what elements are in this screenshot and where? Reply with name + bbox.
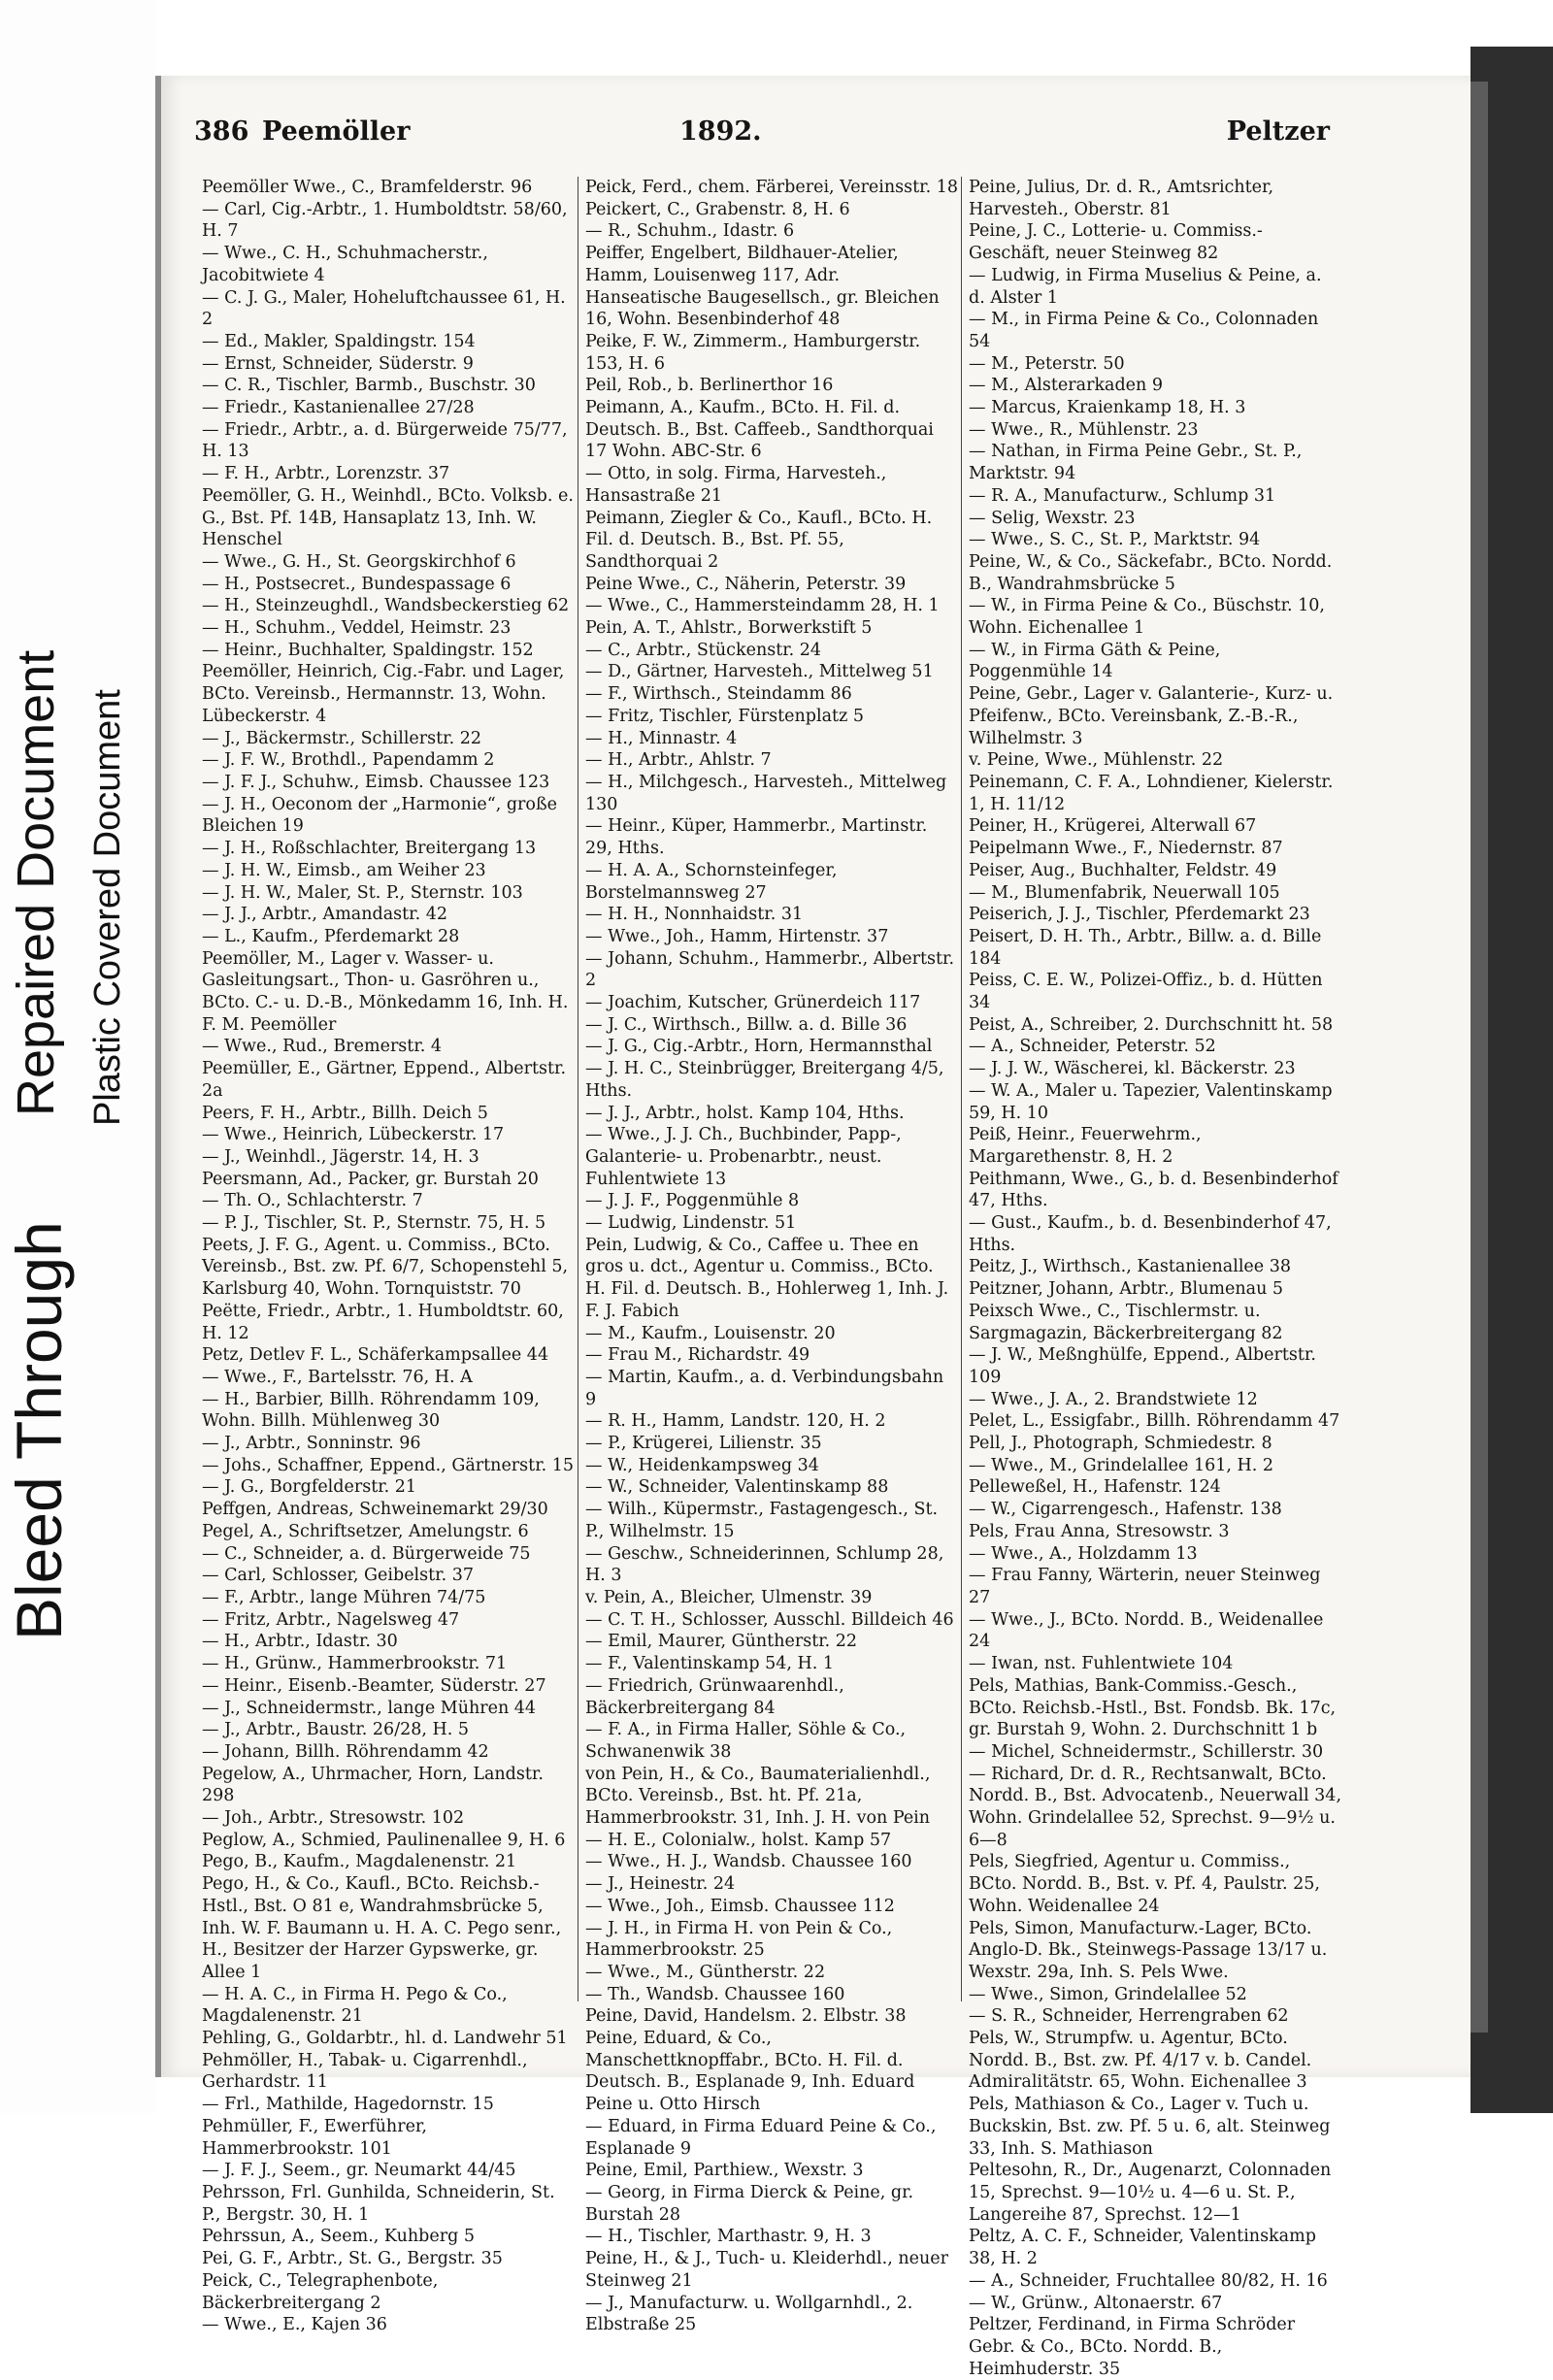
- directory-entry: — C., Arbtr., Stückenstr. 24: [585, 640, 822, 660]
- directory-entry: — J. G., Cig.-Arbtr., Horn, Hermannsthal: [585, 1037, 933, 1057]
- header-year: 1892.: [679, 116, 762, 147]
- directory-entry: — A., Schneider, Fruchtallee 80/82, H. 16: [969, 2270, 1328, 2291]
- directory-entry: — Wwe., J. A., 2. Brandstwiete 12: [969, 1389, 1258, 1409]
- directory-entry: Peltz, A. C. F., Schneider, Valentinskamp 38, H. 2: [969, 2227, 1316, 2269]
- directory-entry: Peike, F. W., Zimmerm., Hamburgerstr. 153, H. 6: [585, 331, 921, 374]
- directory-entry: — S. R., Schneider, Herrengraben 62: [969, 2006, 1289, 2027]
- directory-entry: — Geschw., Schneiderinnen, Schlump 28, H. 3: [585, 1543, 944, 1586]
- directory-entry: — A., Schneider, Peterstr. 52: [969, 1037, 1216, 1057]
- directory-entry: — J., Weinhdl., Jägerstr. 14, H. 3: [202, 1146, 479, 1167]
- directory-entry: — H. H., Nonnhaidstr. 31: [585, 905, 804, 925]
- directory-entry: — Wwe., R., Mühlenstr. 23: [969, 419, 1199, 440]
- directory-entry: — H., Tischler, Marthastr. 9, H. 3: [585, 2227, 872, 2247]
- directory-entry: Peine, Julius, Dr. d. R., Amtsrichter, Harvesteh., Oberstr. 81: [969, 178, 1274, 219]
- directory-entry: — Marcus, Kraienkamp 18, H. 3: [969, 398, 1246, 418]
- directory-entry: Peitz, J., Wirthsch., Kastanienallee 38: [969, 1257, 1291, 1277]
- directory-entry: — Wwe., Joh., Hamm, Hirtenstr. 37: [585, 926, 889, 946]
- directory-entry: — J. H. C., Steinbrügger, Breitergang 4/5, Hths.: [585, 1059, 944, 1101]
- directory-entry: Peimann, A., Kaufm., BCto. H. Fil. d. Deutsch. B., Bst. Caffeeb., Sandthorquai 17 Wohn. ABC-Str. 6: [585, 398, 934, 462]
- directory-entry: — F., Arbtr., lange Mühren 74/75: [202, 1588, 486, 1607]
- directory-entry: — J. H., Roßschlachter, Breitergang 13: [202, 839, 537, 859]
- directory-entry: — Wwe., Joh., Eimsb. Chaussee 112: [585, 1896, 895, 1916]
- directory-entry: Peersmann, Ad., Packer, gr. Burstah 20: [202, 1169, 539, 1189]
- directory-entry: — Wwe., Heinrich, Lübeckerstr. 17: [202, 1125, 505, 1145]
- directory-entry: Pelleweßel, H., Hafenstr. 124: [969, 1477, 1221, 1498]
- edge-band: [1470, 82, 1488, 2033]
- directory-entry: — Heinr., Eisenb.-Beamter, Süderstr. 27: [202, 1675, 546, 1696]
- directory-entry: — J., Manufacturw. u. Wollgarnhdl., 2. Elbstraße 25: [585, 2293, 913, 2335]
- directory-entry: — R. H., Hamm, Landstr. 120, H. 2: [585, 1411, 886, 1432]
- entry-list-1: [194, 177, 575, 2336]
- directory-entry: Peiser, Aug., Buchhalter, Feldstr. 49: [969, 860, 1277, 880]
- directory-entry: Pehmöller, H., Tabak- u. Cigarrenhdl., Gerhardstr. 11: [202, 2050, 528, 2093]
- directory-entry: — Iwan, nst. Fuhlentwiete 104: [969, 1654, 1234, 1674]
- entry-list-2: [578, 177, 958, 2336]
- directory-entry: Pehrsson, Frl. Gunhilda, Schneiderin, St. P., Bergstr. 30, H. 1: [202, 2182, 555, 2225]
- directory-entry: — W., Cigarrengesch., Hafenstr. 138: [969, 1500, 1282, 1520]
- directory-entry: — Martin, Kaufm., a. d. Verbindungsbahn 9: [585, 1367, 944, 1409]
- directory-entry: — Wwe., H. J., Wandsb. Chaussee 160: [585, 1852, 912, 1872]
- directory-entry: Peets, J. F. G., Agent. u. Commiss., BCto. Vereinsb., Bst. zw. Pf. 6/7, Schopenstehl 5, Karlsburg 40, Wohn. Tornquiststr. 70: [202, 1235, 569, 1300]
- directory-entry: Pels, Simon, Manufacturw.-Lager, BCto. Anglo-D. Bk., Steinwegs-Passage 13/17 u. Wexstr. 29a, Inh. S. Pels Wwe.: [969, 1918, 1328, 1982]
- directory-entry: — J. G., Borgfelderstr. 21: [202, 1477, 417, 1498]
- directory-entry: Peine, W., & Co., Säckefabr., BCto. Nordd. B., Wandrahmsbrücke 5: [969, 551, 1333, 594]
- directory-entry: — H., Schuhm., Veddel, Heimstr. 23: [202, 618, 512, 639]
- directory-entry: Pegelow, A., Uhrmacher, Horn, Landstr. 298: [202, 1764, 544, 1806]
- directory-entry: Pehling, G., Goldarbtr., hl. d. Landwehr 51: [202, 2029, 568, 2049]
- directory-entry: Peine, Eduard, & Co., Manschettknopffabr., BCto. H. Fil. d. Deutsch. B., Esplanade 9, Inh. Eduard Peine u. Otto Hirsch: [585, 2029, 915, 2115]
- directory-entry: Peemöller, M., Lager v. Wasser- u. Gasleitungsart., Thon- u. Gasröhren u., BCto. C.- u. D.-B., Mönkedamm 16, Inh. H. F. M. Peemöller: [202, 948, 569, 1035]
- column-1: [194, 177, 575, 2335]
- directory-entry: — Wwe., J., BCto. Nordd. B., Weidenallee 24: [969, 1609, 1324, 1652]
- directory-entry: Peine Wwe., C., Näherin, Peterstr. 39: [585, 574, 907, 594]
- directory-entry: Peimann, Ziegler & Co., Kaufl., BCto. H. Fil. d. Deutsch. B., Bst. Pf. 55, Sandthorquai 2: [585, 508, 933, 572]
- directory-entry: Pegel, A., Schriftsetzer, Amelungstr. 6: [202, 1521, 529, 1541]
- directory-entry: — H., Steinzeughdl., Wandsbeckerstieg 62: [202, 596, 570, 616]
- directory-entry: Pell, J., Photograph, Schmiedestr. 8: [969, 1434, 1272, 1454]
- directory-entry: Peipelmann Wwe., F., Niedernstr. 87: [969, 839, 1283, 859]
- directory-entry: — Nathan, in Firma Peine Gebr., St. P., Marktstr. 94: [969, 442, 1303, 484]
- directory-entry: Peil, Rob., b. Berlinerthor 16: [585, 376, 834, 396]
- directory-entry: — R., Schuhm., Idastr. 6: [585, 221, 795, 242]
- directory-entry: — Th., Wandsb. Chaussee 160: [585, 1984, 845, 2004]
- directory-entry: Peiserich, J. J., Tischler, Pferdemarkt 23: [969, 905, 1310, 925]
- directory-entry: — W., Heidenkampsweg 34: [585, 1455, 819, 1475]
- directory-entry: — H., Arbtr., Ahlstr. 7: [585, 750, 772, 771]
- directory-entry: — Wwe., M., Grindelallee 161, H. 2: [969, 1455, 1274, 1475]
- directory-entry: Pein, Ludwig, & Co., Caffee u. Thee en gros u. dct., Agentur u. Commiss., BCto. H. Fil. d. Deutsch. B., Hohlerweg 1, Inh. J. F. J. Fabich: [585, 1235, 949, 1321]
- directory-entry: — Carl, Schlosser, Geibelstr. 37: [202, 1566, 474, 1586]
- directory-entry: Peemöller, G. H., Weinhdl., BCto. Volksb. e. G., Bst. Pf. 14B, Hansaplatz 13, Inh. W. Henschel: [202, 485, 574, 550]
- directory-entry: — Th. O., Schlachterstr. 7: [202, 1191, 423, 1211]
- directory-entry: Peemüller, E., Gärtner, Eppend., Albertstr. 2a: [202, 1059, 567, 1101]
- directory-entry: Peitzner, Johann, Arbtr., Blumenau 5: [969, 1279, 1284, 1300]
- directory-entry: — Johs., Schaffner, Eppend., Gärtnerstr. 15: [202, 1455, 575, 1475]
- directory-entry: — Wwe., G. H., St. Georgskirchhof 6: [202, 551, 516, 572]
- directory-entry: — Wwe., Simon, Grindelallee 52: [969, 1984, 1247, 2004]
- directory-entry: Peist, A., Schreiber, 2. Durchschnitt ht. 58: [969, 1014, 1334, 1035]
- directory-entry: Peemöller, Heinrich, Cig.-Fabr. und Lager, BCto. Vereinsb., Hermannstr. 13, Wohn. Lübeckerstr. 4: [202, 662, 565, 726]
- directory-entry: — M., Peterstr. 50: [969, 353, 1125, 374]
- directory-entry: Peickert, C., Grabenstr. 8, H. 6: [585, 199, 850, 219]
- directory-entry: — M., Blumenfabrik, Neuerwall 105: [969, 882, 1280, 903]
- directory-entry: Pego, B., Kaufm., Magdalenenstr. 21: [202, 1852, 517, 1872]
- directory-entry: Peine, J. C., Lotterie- u. Commiss.-Geschäft, neuer Steinweg 82: [969, 221, 1263, 264]
- directory-entry: Peëtte, Friedr., Arbtr., 1. Humboldtstr. 60, H. 12: [202, 1301, 564, 1343]
- directory-entry: — Frl., Mathilde, Hagedornstr. 15: [202, 2095, 494, 2115]
- directory-entry: v. Peine, Wwe., Mühlenstr. 22: [969, 750, 1224, 771]
- directory-entry: Peinemann, C. F. A., Lohndiener, Kielerstr. 1, H. 11/12: [969, 772, 1334, 814]
- directory-entry: — Eduard, in Firma Eduard Peine & Co., Esplanade 9: [585, 2116, 937, 2159]
- directory-entry: — Gust., Kaufm., b. d. Besenbinderhof 47, Hths.: [969, 1213, 1332, 1255]
- directory-entry: Pels, W., Strumpfw. u. Agentur, BCto. Nordd. B., Bst. zw. Pf. 4/17 v. b. Candel. Admiralitätstr. 65, Wohn. Eichenallee 3: [969, 2029, 1312, 2093]
- directory-entry: — Otto, in solg. Firma, Harvesteh., Hansastraße 21: [585, 464, 887, 506]
- directory-entry: — H., Milchgesch., Harvesteh., Mittelweg 130: [585, 772, 947, 814]
- directory-entry: — J. F. J., Schuhw., Eimsb. Chaussee 123: [202, 772, 550, 792]
- directory-entry: — M., in Firma Peine & Co., Colonnaden 54: [969, 310, 1319, 351]
- directory-entry: — C. R., Tischler, Barmb., Buschstr. 30: [202, 376, 536, 396]
- directory-entry: Petz, Detlev F. L., Schäferkampsallee 44: [202, 1345, 549, 1366]
- directory-entry: — W., in Firma Gäth & Peine, Poggenmühle 14: [969, 640, 1221, 682]
- directory-entry: — Wilh., Küpermstr., Fastagengesch., St. P., Wilhelmstr. 15: [585, 1500, 939, 1541]
- header-left-keyword: Peemöller: [262, 116, 411, 147]
- directory-entry: — J., Heinestr. 24: [585, 1874, 736, 1895]
- directory-entry: — Friedr., Arbtr., a. d. Bürgerweide 75/77, H. 13: [202, 419, 568, 462]
- directory-entry: — J., Schneidermstr., lange Mühren 44: [202, 1698, 537, 1718]
- directory-entry: — J., Arbtr., Baustr. 26/28, H. 5: [202, 1720, 470, 1740]
- directory-entry: — Carl, Cig.-Arbtr., 1. Humboldtstr. 58/60, H. 7: [202, 199, 568, 242]
- directory-entry: Peiß, Heinr., Feuerwehrm., Margarethenstr. 8, H. 2: [969, 1125, 1202, 1167]
- directory-entry: Pels, Siegfried, Agentur u. Commiss., BCto. Nordd. B., Bst. v. Pf. 4, Paulstr. 25, Wohn. Weidenallee 24: [969, 1852, 1320, 1916]
- directory-entry: Pels, Mathiason & Co., Lager v. Tuch u. Buckskin, Bst. zw. Pf. 5 u. 6, alt. Steinweg 33, Inh. S. Mathiason: [969, 2095, 1331, 2159]
- directory-entry: — Emil, Maurer, Güntherstr. 22: [585, 1632, 858, 1652]
- directory-entry: — W., in Firma Peine & Co., Büschstr. 10, Wohn. Eichenallee 1: [969, 596, 1325, 639]
- directory-entry: — Wwe., Rud., Bremerstr. 4: [202, 1037, 443, 1057]
- directory-entry: Peine, Gebr., Lager v. Galanterie-, Kurz- u. Pfeifenw., BCto. Vereinsbank, Z.-B.-R., Wilhelmstr. 3: [969, 684, 1334, 748]
- directory-entry: — J. H. W., Maler, St. P., Sternstr. 103: [202, 882, 523, 903]
- directory-entry: — Ed., Makler, Spaldingstr. 154: [202, 331, 476, 351]
- directory-entry: Peithmann, Wwe., G., b. d. Besenbinderhof 47, Hths.: [969, 1169, 1338, 1211]
- directory-entry: — H., Barbier, Billh. Röhrendamm 109, Wohn. Billh. Mühlenweg 30: [202, 1389, 540, 1432]
- header-right-keyword: Peltzer: [1226, 116, 1330, 147]
- directory-entry: — Johann, Billh. Röhrendamm 42: [202, 1741, 489, 1762]
- directory-entry: Peick, Ferd., chem. Färberei, Vereinsstr. 18: [585, 178, 958, 197]
- directory-entry: — Fritz, Tischler, Fürstenplatz 5: [585, 706, 864, 726]
- directory-entry: — H., Postsecret., Bundespassage 6: [202, 574, 512, 594]
- directory-entry: — J. J. W., Wäscherei, kl. Bäckerstr. 23: [969, 1059, 1296, 1079]
- directory-entry: — J. W., Meßnghülfe, Eppend., Albertstr. 109: [969, 1345, 1316, 1387]
- page-number: 386: [194, 116, 249, 147]
- column-3: [961, 177, 1342, 2379]
- directory-entry: — Frau Fanny, Wärterin, neuer Steinweg 27: [969, 1566, 1321, 1607]
- directory-entry: — J. H., in Firma H. von Pein & Co., Hammerbrookstr. 25: [585, 1918, 893, 1961]
- directory-entry: — Fritz, Arbtr., Nagelsweg 47: [202, 1609, 460, 1630]
- page-header: [194, 116, 1330, 165]
- directory-entry: Pelet, L., Essigfabr., Billh. Röhrendamm 47: [969, 1411, 1340, 1432]
- directory-entry: — C. T. H., Schlosser, Ausschl. Billdeich 46: [585, 1609, 954, 1630]
- directory-entry: — Johann, Schuhm., Hammerbr., Albertstr. 2: [585, 948, 955, 991]
- repaired-document-label: Repaired Document: [7, 649, 65, 1116]
- directory-entry: — Friedrich, Grünwaarenhdl., Bäckerbreitergang 84: [585, 1675, 844, 1718]
- directory-entry: Peisert, D. H. Th., Arbtr., Billw. a. d. Bille 184: [969, 926, 1322, 969]
- directory-entry: — Joh., Arbtr., Stresowstr. 102: [202, 1808, 465, 1829]
- directory-entry: — Wwe., C., Hammersteindamm 28, H. 1: [585, 596, 940, 616]
- directory-entry: — J. C., Wirthsch., Billw. a. d. Bille 36: [585, 1014, 908, 1035]
- directory-entry: — J. J. F., Poggenmühle 8: [585, 1191, 800, 1211]
- directory-entry: Peiss, C. E. W., Polizei-Offiz., b. d. Hütten 34: [969, 971, 1323, 1013]
- directory-entry: — Ludwig, Lindenstr. 51: [585, 1213, 797, 1234]
- directory-entry: Peers, F. H., Arbtr., Billh. Deich 5: [202, 1103, 488, 1123]
- directory-entry: — F. H., Arbtr., Lorenzstr. 37: [202, 464, 450, 484]
- directory-entry: — Wwe., S. C., St. P., Marktstr. 94: [969, 530, 1261, 550]
- directory-entry: Pehrssun, A., Seem., Kuhberg 5: [202, 2227, 475, 2247]
- directory-entry: Pei, G. F., Arbtr., St. G., Bergstr. 35: [202, 2249, 503, 2269]
- directory-entry: — R. A., Manufacturw., Schlump 31: [969, 485, 1276, 506]
- directory-entry: Peglow, A., Schmied, Paulinenallee 9, H. 6: [202, 1830, 566, 1850]
- directory-entry: — J. J., Arbtr., holst. Kamp 104, Hths.: [585, 1103, 905, 1123]
- directory-entry: Peine, David, Handelsm. 2. Elbstr. 38: [585, 2006, 907, 2027]
- entry-columns: [194, 177, 1359, 2379]
- directory-entry: — Wwe., C. H., Schuhmacherstr., Jacobitwiete 4: [202, 244, 488, 285]
- directory-entry: — Wwe., A., Holzdamm 13: [969, 1543, 1198, 1564]
- directory-entry: — J., Bäckermstr., Schillerstr. 22: [202, 728, 481, 748]
- directory-entry: Peick, C., Telegraphenbote, Bäckerbreitergang 2: [202, 2270, 439, 2313]
- directory-entry: — C., Schneider, a. d. Bürgerweide 75: [202, 1543, 531, 1564]
- entry-list-3: [961, 177, 1341, 2380]
- directory-entry: Pein, A. T., Ahlstr., Borwerkstift 5: [585, 618, 873, 639]
- bleed-through-label: Bleed Through: [3, 1221, 75, 1640]
- directory-entry: — H., Arbtr., Idastr. 30: [202, 1632, 398, 1652]
- directory-entry: — L., Kaufm., Pferdemarkt 28: [202, 926, 460, 946]
- directory-entry: — Ludwig, in Firma Muselius & Peine, a. d. Alster 1: [969, 265, 1322, 308]
- directory-entry: — P., Krügerei, Lilienstr. 35: [585, 1434, 822, 1454]
- directory-entry: Pels, Frau Anna, Stresowstr. 3: [969, 1521, 1230, 1541]
- directory-entry: Peltesohn, R., Dr., Augenarzt, Colonnaden 15, Sprechst. 9—10½ u. 4—6 u. St. P., Langereihe 87, Sprechst. 12—1: [969, 2161, 1332, 2225]
- directory-entry: — Wwe., J. J. Ch., Buchbinder, Papp-, Galanterie- u. Probenarbtr., neust. Fuhlentwiete 13: [585, 1125, 902, 1189]
- directory-entry: — Ernst, Schneider, Süderstr. 9: [202, 353, 474, 374]
- directory-entry: v. Pein, A., Bleicher, Ulmenstr. 39: [585, 1588, 873, 1607]
- directory-entry: — Wwe., F., Bartelsstr. 76, H. A: [202, 1367, 473, 1387]
- plastic-covered-label: Plastic Covered Document: [87, 689, 128, 1126]
- directory-entry: Peine, H., & J., Tuch- u. Kleiderhdl., neuer Steinweg 21: [585, 2249, 948, 2291]
- directory-entry: — H. A. A., Schornsteinfeger, Borstelmannsweg 27: [585, 860, 838, 903]
- directory-entry: — J., Arbtr., Sonninstr. 96: [202, 1434, 421, 1454]
- directory-entry: — J. H., Oeconom der „Harmonie“, große Bleichen 19: [202, 794, 557, 837]
- directory-entry: — Selig, Wexstr. 23: [969, 508, 1136, 528]
- directory-entry: — J. F. J., Seem., gr. Neumarkt 44/45: [202, 2161, 516, 2181]
- directory-entry: — C. J. G., Maler, Hoheluftchaussee 61, H. 2: [202, 287, 566, 330]
- directory-entry: — W., Grünw., Altonaerstr. 67: [969, 2293, 1223, 2313]
- directory-entry: Peine, Emil, Parthiew., Wexstr. 3: [585, 2161, 864, 2181]
- right-dark-edge: [1470, 47, 1553, 2113]
- directory-entry: — Joachim, Kutscher, Grünerdeich 117: [585, 993, 921, 1013]
- directory-entry: Pego, H., & Co., Kaufl., BCto. Reichsb.-Hstl., Bst. O 81 e, Wandrahmsbrücke 5, Inh. W. F. Baumann u. H. A. C. Pego senr., H., Besitzer der Harzer Gypswerke, gr. Allee 1: [202, 1874, 562, 1982]
- directory-entry: — H., Minnastr. 4: [585, 728, 738, 748]
- directory-entry: Peffgen, Andreas, Schweinemarkt 29/30: [202, 1500, 548, 1520]
- directory-entry: — Richard, Dr. d. R., Rechtsanwalt, BCto. Nordd. B., Bst. Advocatenb., Neuerwall 34, Wohn. Grindelallee 52, Sprechst. 9—9½ u. 6—8: [969, 1764, 1342, 1850]
- directory-entry: — D., Gärtner, Harvesteh., Mittelweg 51: [585, 662, 934, 682]
- directory-entry: — W. A., Maler u. Tapezier, Valentinskamp 59, H. 10: [969, 1080, 1333, 1123]
- directory-entry: — J. H. W., Eimsb., am Weiher 23: [202, 860, 486, 880]
- directory-entry: — F., Valentinskamp 54, H. 1: [585, 1654, 835, 1674]
- directory-entry: — Frau M., Richardstr. 49: [585, 1345, 810, 1366]
- directory-entry: — H. E., Colonialw., holst. Kamp 57: [585, 1830, 892, 1850]
- directory-entry: — Heinr., Küper, Hammerbr., Martinstr. 29, Hths.: [585, 816, 928, 859]
- directory-entry: Peiner, H., Krügerei, Alterwall 67: [969, 816, 1257, 837]
- directory-entry: — Heinr., Buchhalter, Spaldingstr. 152: [202, 640, 534, 660]
- directory-entry: — Wwe., E., Kajen 36: [202, 2315, 387, 2335]
- directory-entry: — H., Grünw., Hammerbrookstr. 71: [202, 1654, 508, 1674]
- column-2: [578, 177, 958, 2335]
- directory-entry: Peixsch Wwe., C., Tischlermstr. u. Sargmagazin, Bäckerbreitergang 82: [969, 1301, 1283, 1343]
- directory-entry: — F. A., in Firma Haller, Söhle & Co., Schwanenwik 38: [585, 1720, 907, 1762]
- directory-entry: — H. A. C., in Firma H. Pego & Co., Magdalenenstr. 21: [202, 1984, 508, 2027]
- directory-entry: von Pein, H., & Co., Baumaterialienhdl., BCto. Vereinsb., Bst. ht. Pf. 21a, Hammerbrookstr. 31, Inh. J. H. von Pein: [585, 1764, 931, 1829]
- directory-entry: — Friedr., Kastanienallee 27/28: [202, 398, 475, 418]
- directory-entry: — Michel, Schneidermstr., Schillerstr. 30: [969, 1741, 1324, 1762]
- directory-entry: Peemöller Wwe., C., Bramfelderstr. 96: [202, 178, 533, 197]
- directory-entry: Peltzer, Ferdinand, in Firma Schröder Gebr. & Co., BCto. Nordd. B., Heimhuderstr. 35: [969, 2315, 1296, 2379]
- directory-entry: — J. J., Arbtr., Amandastr. 42: [202, 905, 447, 925]
- directory-entry: — M., Kaufm., Louisenstr. 20: [585, 1323, 836, 1343]
- directory-entry: — P. J., Tischler, St. P., Sternstr. 75, H. 5: [202, 1213, 546, 1234]
- left-margin: [0, 0, 155, 2113]
- directory-entry: Pehmüller, F., Ewerführer, Hammerbrookstr. 101: [202, 2116, 427, 2159]
- directory-entry: — W., Schneider, Valentinskamp 88: [585, 1477, 889, 1498]
- directory-entry: — J. F. W., Brothdl., Papendamm 2: [202, 750, 495, 771]
- directory-entry: — F., Wirthsch., Steindamm 86: [585, 684, 852, 705]
- directory-entry: — M., Alsterarkaden 9: [969, 376, 1164, 396]
- directory-entry: Peiffer, Engelbert, Bildhauer-Atelier, Hamm, Louisenweg 117, Adr. Hanseatische Baugesellsch., gr. Bleichen 16, Wohn. Besenbinderhof 48: [585, 244, 940, 330]
- directory-entry: — Wwe., M., Güntherstr. 22: [585, 1962, 826, 1982]
- directory-entry: — Georg, in Firma Dierck & Peine, gr. Burstah 28: [585, 2182, 914, 2225]
- directory-entry: Pels, Mathias, Bank-Commiss.-Gesch., BCto. Reichsb.-Hstl., Bst. Fondsb. Bk. 17c, gr. Burstah 9, Wohn. 2. Durchschnitt 1 b: [969, 1675, 1337, 1740]
